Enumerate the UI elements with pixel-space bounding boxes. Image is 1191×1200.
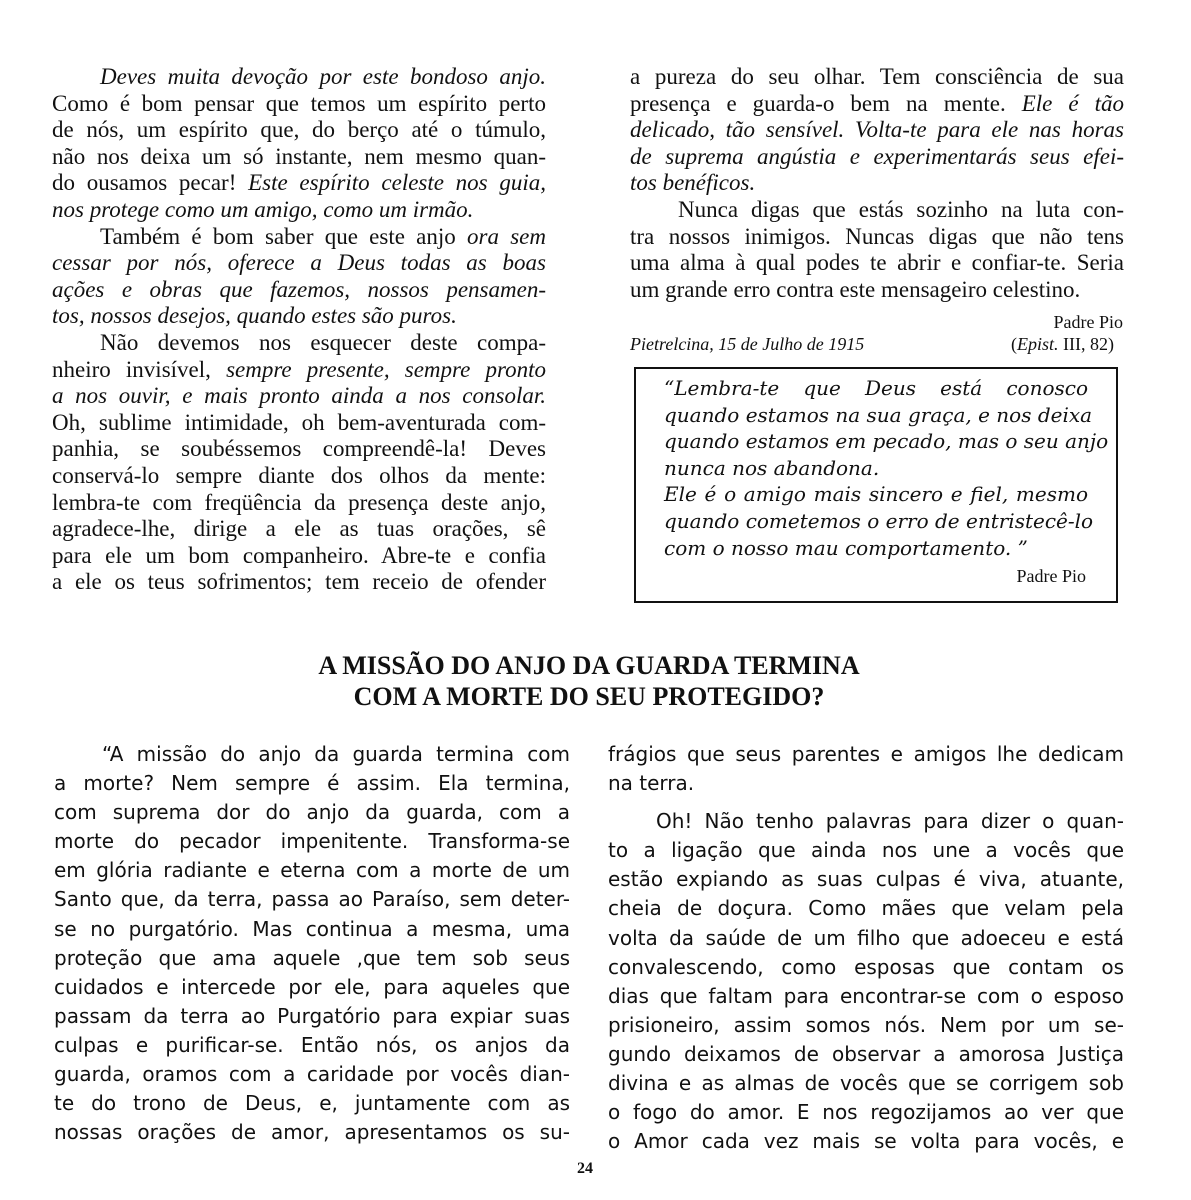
text-line: a morte? Nem sempre é assim. Ela termina, [54,771,570,796]
text-line: Ele é o amigo mais sincero e fiel, mesmo [664,482,1088,507]
text-line: frágios que seus parentes e amigos lhe dedicam [608,742,1124,766]
text-line: panhia, se soubéssemos compreendê-la! Deves [52,436,546,462]
text-line: a ele os teus sofrimentos; tem receio de ofender [52,569,546,595]
text-line: “A missão do anjo da guarda termina com [102,742,570,766]
text-line: “Lembra-te que Deus está conosco [664,376,1088,400]
text-line: do ousamos pecar! Este espírito celeste nos guia, [52,170,546,196]
signature-place-date: Pietrelcina, 15 de Julho de 1915 [630,334,865,354]
text-line: um grande erro contra este mensageiro celestino. [630,276,1081,302]
text-line: para ele um bom companheiro. Abre-te e confia [52,542,546,568]
text-line: dias que faltam para encontrar-se com o esposo [608,983,1124,1008]
text-line: em glória radiante e eterna com a morte de um [54,858,570,883]
text-line: nunca nos abandona. [664,455,880,480]
column-top-left [52,64,546,596]
text-line: de suprema angústia e experimentarás seus efei- [630,143,1124,169]
text-line: nheiro invisível, sempre presente, sempre pronto [52,356,547,382]
heading-line-1: A MISSÃO DO ANJO DA GUARDA TERMINA [318,651,860,680]
text-line: o Amor cada vez mais se volta para vocês, e [608,1129,1124,1154]
text-line: nossas orações de amor, apresentamos os su- [54,1120,570,1145]
text-line: tos benéficos. [630,170,756,196]
text-line: divina e as almas de vocês que se corrigem sob [608,1071,1124,1096]
column-bottom-left [54,740,570,1147]
text-line: conservá-lo sempre diante dos olhos da mente: [52,462,546,488]
text-line: estão expiando as suas culpas é viva, atuante, [608,867,1124,892]
text-line: prisioneiro, assim somos nós. Nem por um se- [608,1012,1124,1037]
text-line: Oh! Não tenho palavras para dizer o quan- [656,809,1124,834]
page-number: 24 [577,1160,593,1177]
signature-name: Padre Pio [1053,312,1123,332]
text-line: cheia de doçura. Como mães que velam pela [608,896,1124,921]
text-line: te do trono de Deus, e, juntamente com as [54,1091,570,1116]
text-line: proteção que ama aquele ,que tem sob seus [54,945,570,970]
text-line: Deves muita devoção por este bondoso anjo. [100,64,546,89]
quote-text [664,375,1109,561]
text-line: volta da saúde de um filho que adoeceu e está [608,925,1124,950]
quote-box [634,367,1118,603]
text-line: delicado, tão sensível. Volta-te para ele nas horas [630,117,1124,143]
text-line: na terra. [608,771,695,796]
text-line: de nós, um espírito que, do berço até o túmulo, [52,117,546,143]
heading-line-2: COM A MORTE DO SEU PROTEGIDO? [353,682,825,711]
text-line: não nos deixa um só instante, nem mesmo quan- [52,143,546,169]
section-heading [0,650,1178,712]
text-line: Oh, sublime intimidade, oh bem-aventurada com- [52,409,546,435]
text-line: a pureza do seu olhar. Tem consciência de sua [630,64,1124,89]
text-line: Não devemos nos esquecer deste compa- [100,329,546,355]
text-line: convalescendo, como esposas que contam os [608,954,1124,979]
text-line: gundo deixamos de observar a amorosa Justiça [608,1041,1124,1066]
text-line: tra nossos inimigos. Nuncas digas que não tens [630,223,1124,249]
text-line: cessar por nós, oferece a Deus todas as boas [52,250,546,276]
text-line: morte do pecador impenitente. Transforma-se [54,829,570,854]
quote-author: Padre Pio [1016,566,1086,586]
column-bottom-right [608,740,1124,1156]
text-line: Santo que, da terra, passa ao Paraíso, sem deter- [54,887,570,912]
text-line: agradece-lhe, dirige a ele as tuas orações, sê [52,516,546,542]
text-line: a nos ouvir, e mais pronto ainda a nos consolar. [52,383,546,409]
text-line: nos protege como um amigo, como um irmão. [52,196,474,222]
text-line: cuidados e intercede por ele, para aqueles que [54,974,570,999]
text-line: o fogo do amor. E nos regozijamos ao ver que [608,1100,1124,1125]
signature-reference: (Epist. III, 82) [1011,334,1114,354]
text-line: ações e obras que fazemos, nossos pensamen- [52,276,546,302]
text-line: quando estamos na sua graça, e nos deixa [664,402,1093,427]
text-line: com o nosso mau comportamento. ” [664,535,1028,560]
text-line: culpas e purificar-se. Então nós, os anjos da [54,1032,570,1057]
text-line: quando cometemos o erro de entristecê-lo [664,508,1094,533]
column-top-right [630,64,1124,303]
text-line: Como é bom pensar que temos um espírito perto [52,90,546,116]
paragraph-gap [608,798,1124,807]
text-line: guarda, oramos com a caridade por vocês dian- [54,1062,570,1087]
text-line: com suprema dor do anjo da guarda, com a [54,800,570,825]
text-line: se no purgatório. Mas continua a mesma, uma [54,916,570,941]
text-line: presença e guarda-o bem na mente. Ele é tão [630,90,1124,116]
text-line: lembra-te com freqüência da presença deste anjo, [52,489,546,515]
text-line: tos, nossos desejos, quando estes são puros. [52,303,457,329]
text-line: Nunca digas que estás sozinho na luta con- [678,196,1124,222]
text-line: uma alma à qual podes te abrir e confiar-te. Seria [630,250,1124,276]
text-line: to a ligação que ainda nos une a vocês que [608,838,1124,863]
text-line: Também é bom saber que este anjo ora sem [100,223,546,249]
text-line: quando estamos em pecado, mas o seu anjo [664,429,1109,454]
text-line: passam da terra ao Purgatório para expiar suas [54,1003,570,1028]
